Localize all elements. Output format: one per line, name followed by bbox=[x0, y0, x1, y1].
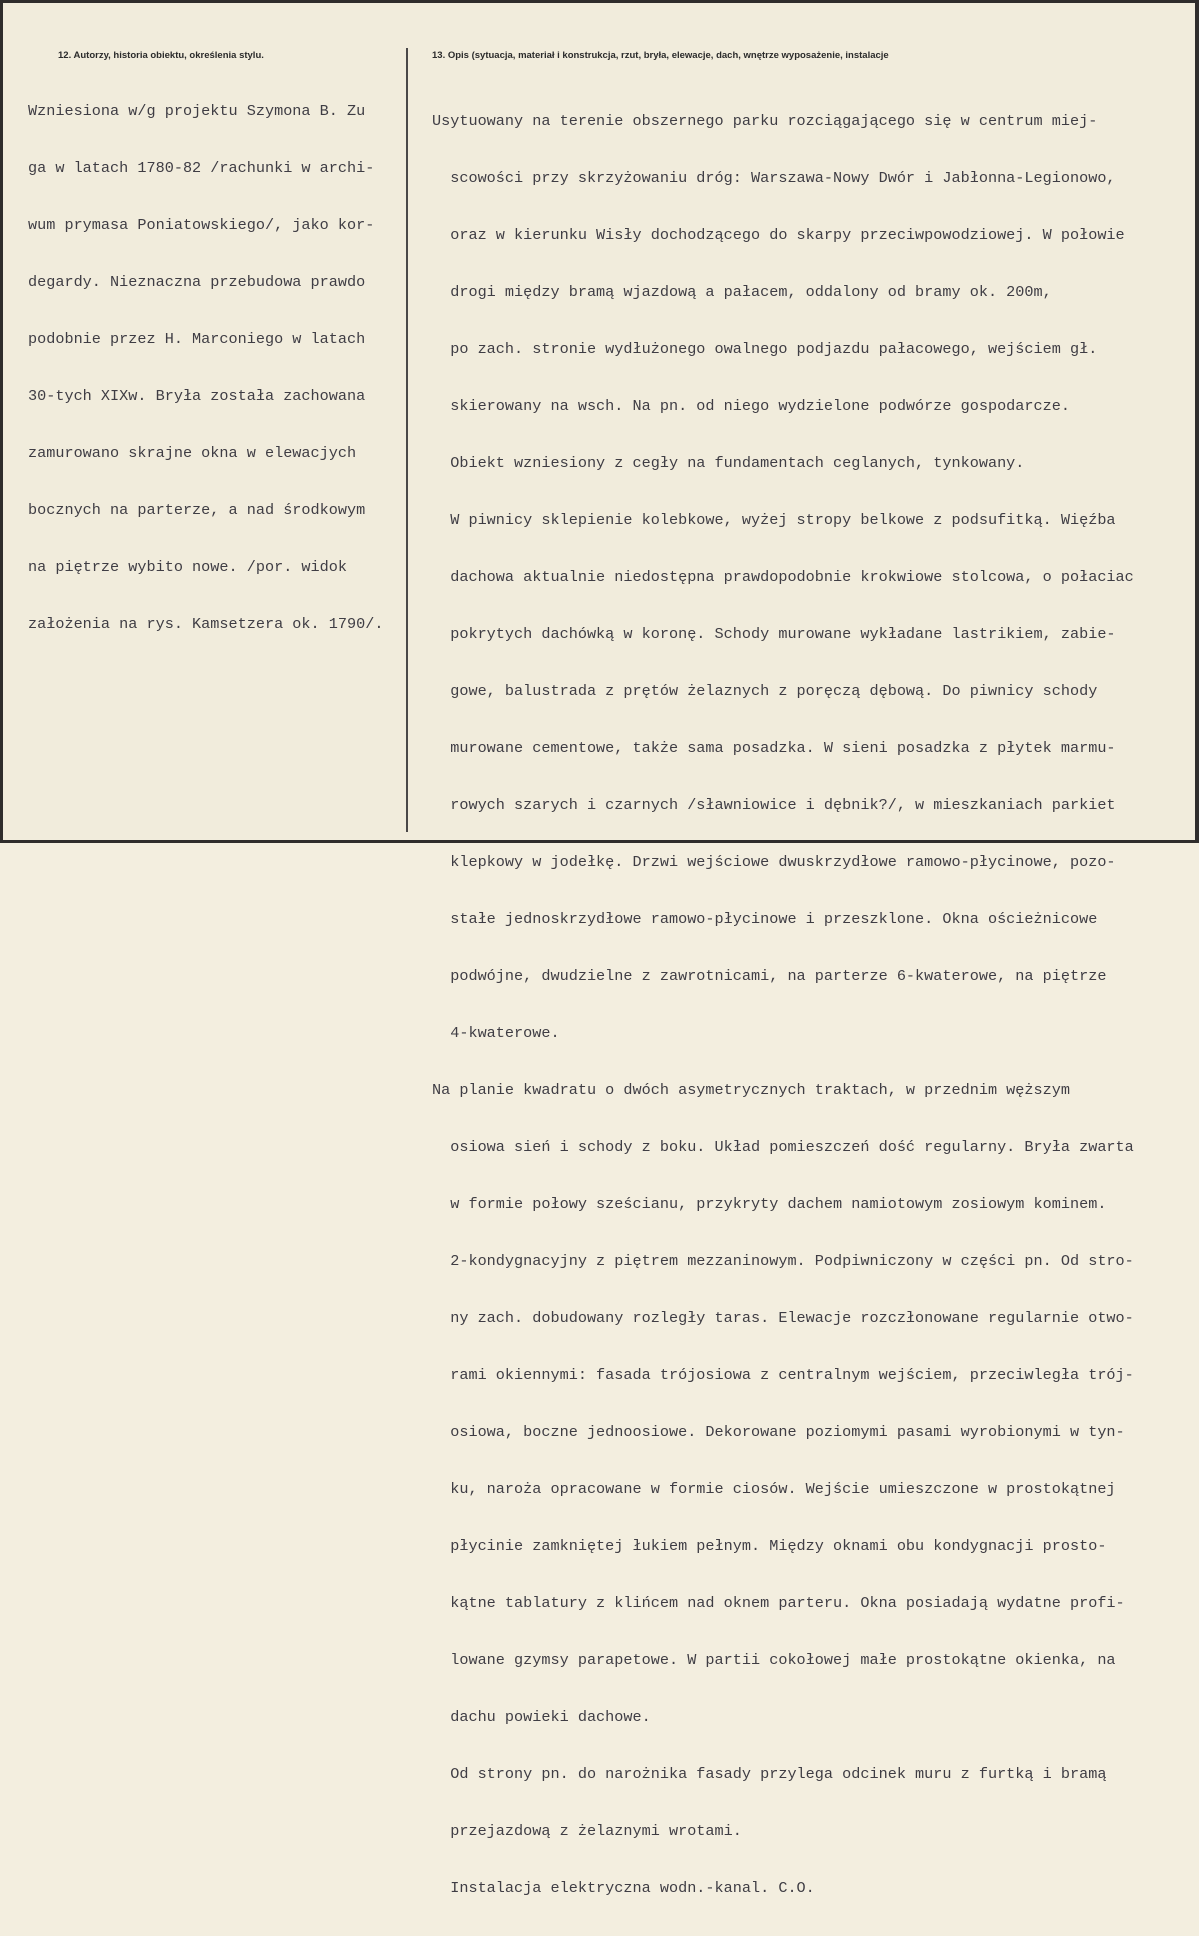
text-line: ga w latach 1780-82 /rachunki w archi- bbox=[28, 159, 375, 177]
text-line: po zach. stronie wydłużonego owalnego podjazdu pałacowego, wejściem gł. bbox=[432, 340, 1098, 358]
text-line: w formie połowy sześcianu, przykryty dachem namiotowym zosiowym kominem. bbox=[432, 1195, 1107, 1213]
text-line: założenia na rys. Kamsetzera ok. 1790/. bbox=[28, 615, 384, 633]
text-line: dachowa aktualnie niedostępna prawdopodobnie krokwiowe stolcowa, o połaciac bbox=[432, 568, 1134, 586]
text-line: zamurowano skrajne okna w elewacjych bbox=[28, 444, 357, 462]
text-line: Od strony pn. do narożnika fasady przylega odcinek muru z furtką i bramą bbox=[432, 1765, 1107, 1783]
text-line: skierowany na wsch. Na pn. od niego wydzielone podwórze gospodarcze. bbox=[432, 397, 1070, 415]
text-line: Instalacja elektryczna wodn.-kanal. C.O. bbox=[432, 1879, 815, 1897]
text-line: rami okiennymi: fasada trójosiowa z centralnym wejściem, przeciwległa trój- bbox=[432, 1366, 1134, 1384]
text-line: bocznych na parterze, a nad środkowym bbox=[28, 501, 366, 519]
card-top-edge bbox=[0, 0, 1199, 3]
text-line: ku, naroża opracowane w formie ciosów. Wejście umieszczone w prostokątnej bbox=[432, 1480, 1116, 1498]
text-line: osiowa, boczne jednoosiowe. Dekorowane poziomymi pasami wyrobionymi w tyn- bbox=[432, 1423, 1125, 1441]
text-line: 4-kwaterowe. bbox=[432, 1024, 560, 1042]
card-right-edge bbox=[1195, 0, 1199, 843]
authors-history-text bbox=[28, 64, 383, 672]
text-line: dachu powieki dachowe. bbox=[432, 1708, 651, 1726]
text-line: oraz w kierunku Wisły dochodzącego do skarpy przeciwpowodziowej. W połowie bbox=[432, 226, 1125, 244]
text-line: podobnie przez H. Marconiego w latach bbox=[28, 330, 366, 348]
text-line: przejazdową z żelaznymi wrotami. bbox=[432, 1822, 742, 1840]
section-12-header: 12. Autorzy, historia obiektu, określenia stylu. bbox=[58, 50, 264, 61]
text-line: Obiekt wzniesiony z cegły na fundamentach ceglanych, tynkowany. bbox=[432, 454, 1025, 472]
text-line: Wzniesiona w/g projektu Szymona B. Zu bbox=[28, 102, 366, 120]
text-line: Usytuowany na terenie obszernego parku rozciągającego się w centrum miej- bbox=[432, 112, 1098, 130]
text-line: lowane gzymsy parapetowe. W partii cokołowej małe prostokątne okienka, na bbox=[432, 1651, 1116, 1669]
section-13-header: 13. Opis (sytuacja, materiał i konstrukcja, rzut, bryła, elewacje, dach, wnętrze wyposażenie, instalacje bbox=[432, 50, 889, 61]
text-line: W piwnicy sklepienie kolebkowe, wyżej stropy belkowe z podsufitką. Więźba bbox=[432, 511, 1116, 529]
text-line: klepkowy w jodełkę. Drzwi wejściowe dwuskrzydłowe ramowo-płycinowe, pozo- bbox=[432, 853, 1116, 871]
text-line: degardy. Nieznaczna przebudowa prawdo bbox=[28, 273, 366, 291]
text-line: wum prymasa Poniatowskiego/, jako kor- bbox=[28, 216, 375, 234]
text-line: murowane cementowe, także sama posadzka. W sieni posadzka z płytek marmu- bbox=[432, 739, 1116, 757]
text-line: gowe, balustrada z prętów żelaznych z poręczą dębową. Do piwnicy schody bbox=[432, 682, 1098, 700]
text-line: płycinie zamkniętej łukiem pełnym. Między oknami obu kondygnacji prosto- bbox=[432, 1537, 1107, 1555]
text-line: 30-tych XIXw. Bryła została zachowana bbox=[28, 387, 366, 405]
text-line: na piętrze wybito nowe. /por. widok bbox=[28, 558, 347, 576]
text-line: Na planie kwadratu o dwóch asymetrycznych traktach, w przednim węższym bbox=[432, 1081, 1070, 1099]
text-line: drogi między bramą wjazdową a pałacem, oddalony od bramy ok. 200m, bbox=[432, 283, 1052, 301]
text-line: ny zach. dobudowany rozległy taras. Elewacje rozczłonowane regularnie otwo- bbox=[432, 1309, 1134, 1327]
text-line: pokrytych dachówką w koronę. Schody murowane wykładane lastrikiem, zabie- bbox=[432, 625, 1116, 643]
text-line: podwójne, dwudzielne z zawrotnicami, na parterze 6-kwaterowe, na piętrze bbox=[432, 967, 1107, 985]
card-left-edge bbox=[0, 0, 3, 843]
text-line: rowych szarych i czarnych /sławniowice i dębnik?/, w mieszkaniach parkiet bbox=[432, 796, 1116, 814]
description-text bbox=[432, 74, 1134, 1936]
text-line: stałe jednoskrzydłowe ramowo-płycinowe i przeszklone. Okna ościeżnicowe bbox=[432, 910, 1098, 928]
text-line: scowości przy skrzyżowaniu dróg: Warszawa-Nowy Dwór i Jabłonna-Legionowo, bbox=[432, 169, 1116, 187]
text-line: osiowa sień i schody z boku. Układ pomieszczeń dość regularny. Bryła zwarta bbox=[432, 1138, 1134, 1156]
text-line: kątne tablatury z klińcem nad oknem parteru. Okna posiadają wydatne profi- bbox=[432, 1594, 1125, 1612]
text-line: 2-kondygnacyjny z piętrem mezzaninowym. Podpiwniczony w części pn. Od stro- bbox=[432, 1252, 1134, 1270]
column-divider bbox=[406, 48, 408, 832]
